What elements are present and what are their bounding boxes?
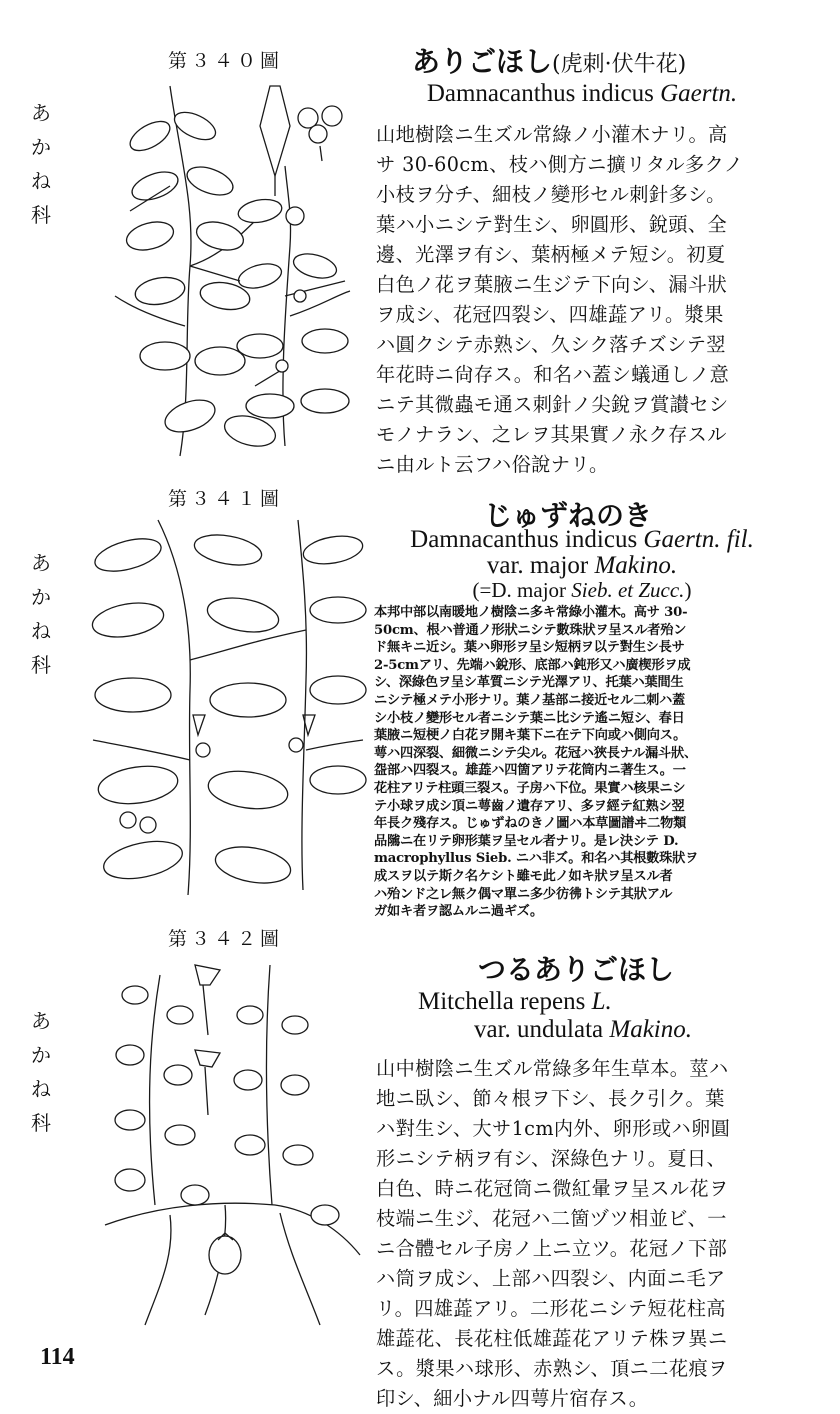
description-342: 山中樹陰ニ生ズル常綠多年生草本。莖ハ 地ニ臥シ、節々根ヲ下シ、長ク引ク。葉 ハ對生シ、大サ1cm内外、卵形或ハ卵圓 形ニシテ柄ヲ有シ、深綠色ナリ。夏日、 白色、時ニ花冠筒ニ微紅暈ヲ呈スル花ヲ 枝端ニ生ジ、花冠ハ二箇ヅツ相並ビ、一 ニ合體セル子房ノ上ニ立ツ。花冠ノ下部 ハ筒ヲ成シ、上部ハ四裂シ、内面ニ毛ア リ。四雄蕋アリ。二形花ニシテ短花柱高 雄蕋花、長花柱低雄蕋花アリテ株ヲ異ニ ス。漿果ハ球形、赤熟シ、頂ニ二花痕ヲ 印シ、細小ナル四萼片宿存ス。 — [376, 1057, 731, 1410]
figure-label-341: 第３４１圖 — [168, 488, 284, 510]
family-label-342: あ か ね 科 — [31, 1009, 51, 1135]
description-341: 本邦中部以南暖地ノ樹陰ニ多キ常綠小灌木。高サ 30- 50cm、根ハ普通ノ形狀ニシテ數珠狀ヲ呈スル者殆ン ド無キニ近シ。葉ハ卵形ヲ呈シ短柄ヲ以テ對生シ長サ 2-5cmアリ、先端ハ銳形、底部ハ鈍形又ハ廣楔形ヲ成 シ、深綠色ヲ呈シ革質ニシテ光澤アリ、托葉ハ葉間生 ニシテ極メテ小形ナリ。葉ノ基部ニ接近セル二刺ハ蓋 シ小枝ノ變形セル者ニシテ葉ニ比シテ遙ニ短シ、春日 葉腋ニ短梗ノ白花ヲ開キ葉下ニ在テ下向或ハ側向ス。 萼ハ四深裂、細微ニシテ尖ル。花冠ハ狹長ナル漏斗狀、 盌部ハ四裂ス。雄蕋ハ四箇アリテ花筒内ニ著生ス。一 花柱アリテ柱頭三裂ス。子房ハ下位。果實ハ核果ニシ テ小球ヲ成シ頂ニ萼齒ノ遺存アリ、多ヲ經テ紅熟シ翌 年長ク殘存ス。じゅずねのきノ圖ハ本草圖譜ヰ二物類 品隲ニ在リテ卵形葉ヲ呈セル者ナリ。是レ決シテ D. macrophyllus Sieb. ニハ非ズ。和名ハ其根數珠狀ヲ 成スヲ以テ斯ク名ケシト雖モ此ノ如キ狀ヲ呈スル者 ハ殆ンド之レ無ク偶マ單ニ多少彷彿トシテ其狀アル ガ如キ者ヲ認ムルニ過ギズ。 — [374, 605, 699, 920]
species-title-342: つるありごほし — [478, 953, 675, 986]
plant-illustration-342 — [100, 955, 365, 1340]
description-340: 山地樹陰ニ生ズル常綠ノ小灌木ナリ。高 サ 30-60cm、枝ハ側方ニ擴リタル多クノ 小枝ヲ分チ、細枝ノ變形セル刺針多シ。 葉ハ小ニシテ對生シ、卵圓形、銳頭、全 邊、光澤ヲ有シ、葉柄極メテ短シ。初夏 白色ノ花ヲ葉腋ニ生ジテ下向シ、漏斗狀 ヲ成シ、花冠四裂シ、四雄蕋アリ。漿果 ハ圓クシテ赤熟シ、久シク落チズシテ翌 年花時ニ尙存ス。和名ハ蓋シ蟻通しノ意 ニテ其微蟲モ通ス刺針ノ尖銳ヲ賞讃セシ モノナラン、之レヲ其果實ノ永ク存スル ニ由ルト云フハ俗說ナリ。 — [376, 123, 744, 476]
scientific-name-342-line2: var. undulata Makino. — [474, 1016, 693, 1043]
figure-label-342: 第３４２圖 — [168, 928, 284, 950]
figure-label-340: 第３４０圖 — [168, 50, 284, 72]
page-number: 114 — [40, 1344, 75, 1370]
plant-illustration-340 — [110, 66, 360, 466]
family-label-340: あ か ね 科 — [31, 101, 51, 227]
species-title-340: ありごほし(虎刺·伏牛花) — [412, 45, 687, 78]
scientific-name-341-line2: var. major Makino. — [486, 552, 678, 579]
family-label-341: あ か ね 科 — [31, 551, 51, 677]
species-title-341: じゅずねのき — [484, 499, 653, 532]
scientific-name-341-line1: Damnacanthus indicus Gaertn. fil. — [410, 526, 754, 553]
plant-illustration-341 — [88, 510, 368, 900]
scientific-synonym-341: (=D. major Sieb. et Zucc.) — [472, 578, 692, 602]
scientific-name-340: Damnacanthus indicus Gaertn. — [426, 80, 738, 107]
scientific-name-342-line1: Mitchella repens L. — [418, 988, 612, 1015]
